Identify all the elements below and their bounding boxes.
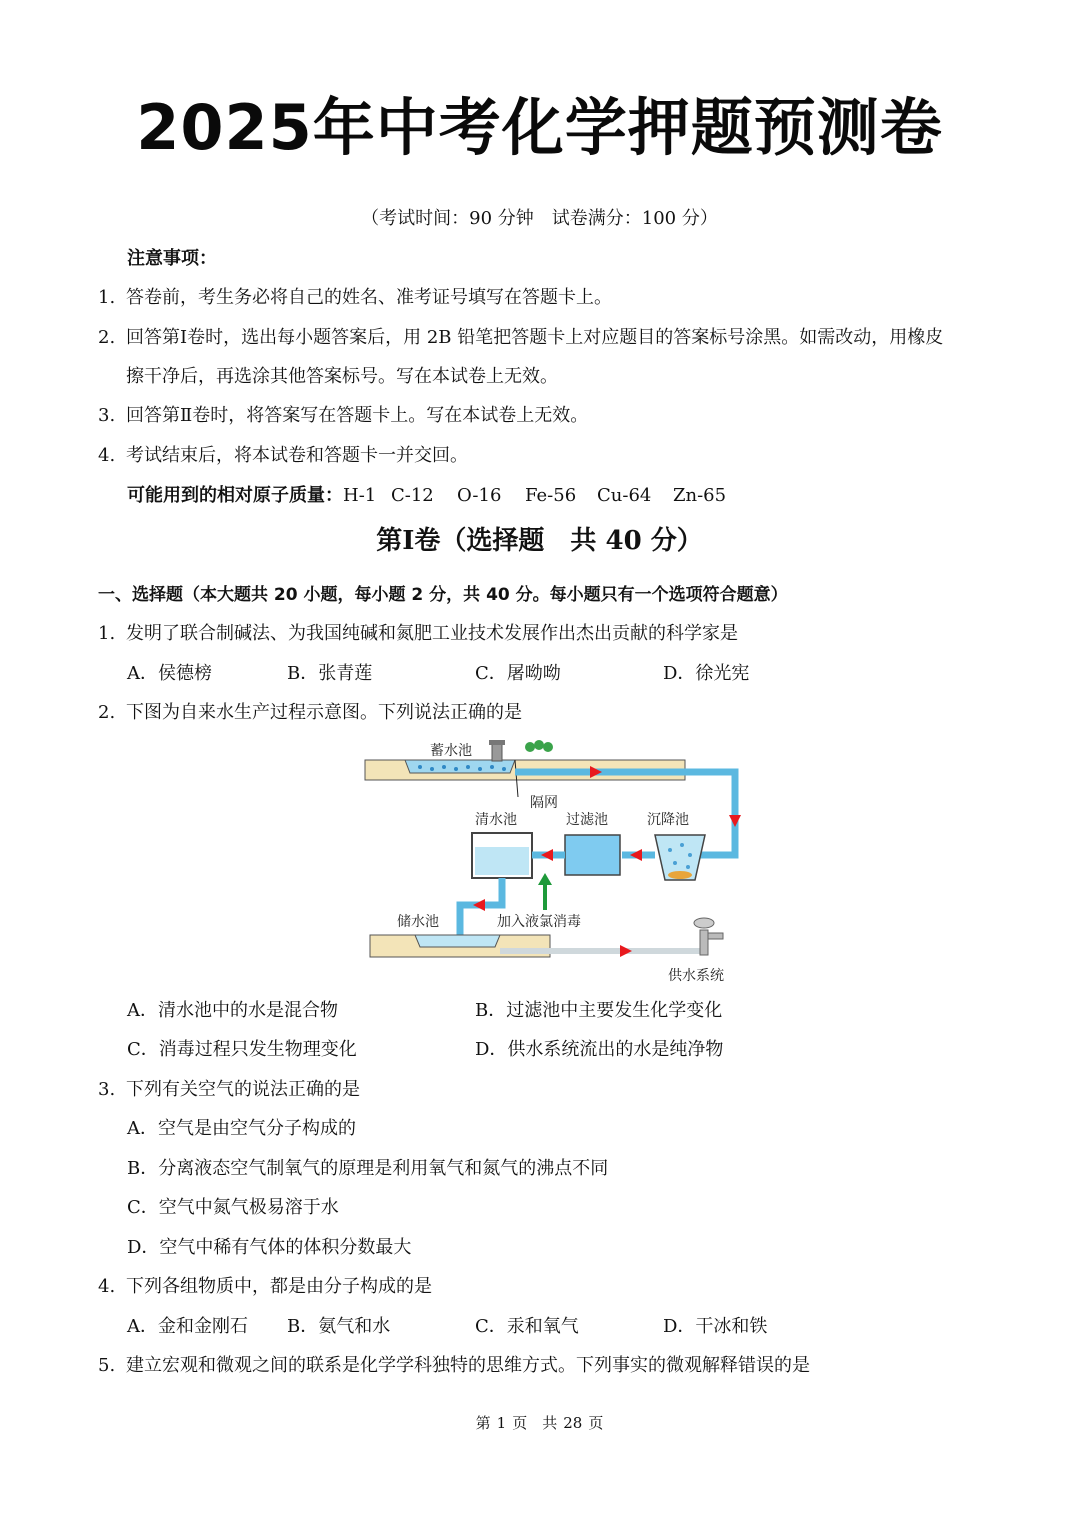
question-1 — [98, 622, 738, 646]
atomic-mass-h: H-1 — [343, 485, 377, 506]
label-clear-pool: 清水池 — [475, 812, 517, 828]
q3-option-c: C．空气中氮气极易溶于水 — [127, 1197, 339, 1218]
atomic-mass-cu: Cu-64 — [597, 485, 652, 506]
question-num: 2. — [98, 702, 116, 723]
q2-option-a: A．清水池中的水是混合物 — [127, 1000, 338, 1021]
part1-title: 第Ⅰ卷（选择题 共 40 分） — [376, 526, 703, 556]
q3-option-b: B．分离液态空气制氧气的原理是利用氧气和氮气的沸点不同 — [127, 1158, 609, 1179]
notice-num: 4. — [98, 445, 116, 466]
footer-suffix: 页 — [588, 1414, 604, 1432]
footer-page: 1 — [496, 1414, 507, 1432]
q4-option-a: A．金和金刚石 — [127, 1316, 248, 1337]
label-storage-pool: 储水池 — [397, 914, 439, 930]
q2-option-c: C．消毒过程只发生物理变化 — [127, 1039, 357, 1060]
section1-heading: 一、选择题（本大题共 20 小题，每小题 2 分，共 40 分。每小题只有一个选项符合题意） — [98, 585, 788, 605]
question-4 — [98, 1275, 432, 1299]
label-chlorine: 加入液氯消毒 — [497, 914, 581, 930]
notice-text: 考试结束后，将本试卷和答题卡一并交回。 — [126, 445, 468, 466]
q1-option-a: A．侯德榜 — [127, 663, 212, 684]
q2-option-b: B．过滤池中主要发生化学变化 — [475, 1000, 723, 1021]
exam-info: （考试时间：90 分钟 试卷满分：100 分） — [361, 208, 718, 229]
page-title: 2025年中考化学押题预测卷 — [136, 91, 943, 164]
footer-prefix: 第 — [475, 1414, 491, 1432]
notice-num: 3. — [98, 405, 116, 426]
label-filter-pool: 过滤池 — [566, 812, 608, 828]
water-treatment-diagram — [360, 735, 750, 990]
notice-text: 回答第Ⅱ卷时，将答案写在答题卡上。写在本试卷上无效。 — [126, 405, 589, 426]
atomic-mass-c: C-12 — [391, 485, 434, 506]
question-num: 3. — [98, 1079, 116, 1100]
atomic-mass-zn: Zn-65 — [673, 485, 727, 506]
notice-num: 1. — [98, 287, 116, 308]
q4-option-c: C．汞和氧气 — [475, 1316, 579, 1337]
question-num: 5. — [98, 1355, 116, 1376]
question-stem: 发明了联合制碱法、为我国纯碱和氮肥工业技术发展作出杰出贡献的科学家是 — [126, 623, 738, 644]
question-5 — [98, 1354, 810, 1378]
q1-option-b: B．张青莲 — [287, 663, 373, 684]
label-reservoir: 蓄水池 — [430, 743, 472, 759]
question-stem: 下列各组物质中，都是由分子构成的是 — [126, 1276, 432, 1297]
label-supply: 供水系统 — [668, 968, 724, 984]
question-2 — [98, 701, 522, 725]
question-num: 1. — [98, 623, 116, 644]
q1-option-d: D．徐光宪 — [663, 663, 750, 684]
label-screen: 隔网 — [530, 795, 558, 811]
notice-text: 回答第Ⅰ卷时，选出每小题答案后，用 2B 铅笔把答题卡上对应题目的答案标号涂黑。如需改动，用橡皮 — [126, 327, 944, 348]
question-stem: 下列有关空气的说法正确的是 — [126, 1079, 360, 1100]
label-settling-pool: 沉降池 — [647, 812, 689, 828]
atomic-mass-o: O-16 — [457, 485, 502, 506]
notice-item-1 — [98, 286, 612, 310]
notice-item-2 — [98, 326, 943, 350]
q1-option-c: C．屠呦呦 — [475, 663, 561, 684]
question-stem: 建立宏观和微观之间的联系是化学学科独特的思维方式。下列事实的微观解释错误的是 — [126, 1355, 810, 1376]
atomic-mass-label: 可能用到的相对原子质量： — [127, 485, 343, 506]
q3-option-d: D．空气中稀有气体的体积分数最大 — [127, 1237, 412, 1258]
q4-option-b: B．氨气和水 — [287, 1316, 391, 1337]
page-footer — [0, 1412, 1079, 1433]
footer-mid: 页 共 — [512, 1414, 558, 1432]
q3-option-a: A．空气是由空气分子构成的 — [127, 1118, 356, 1139]
footer-total: 28 — [563, 1414, 583, 1432]
notice-item-4 — [98, 444, 468, 468]
notice-text: 答卷前，考生务必将自己的姓名、准考证号填写在答题卡上。 — [126, 287, 612, 308]
question-num: 4. — [98, 1276, 116, 1297]
notice-item-3 — [98, 404, 588, 428]
notice-heading: 注意事项： — [127, 248, 217, 269]
question-3 — [98, 1078, 360, 1102]
q4-option-d: D．干冰和铁 — [663, 1316, 768, 1337]
question-stem: 下图为自来水生产过程示意图。下列说法正确的是 — [126, 702, 522, 723]
atomic-mass-fe: Fe-56 — [525, 485, 577, 506]
q2-option-d: D．供水系统流出的水是纯净物 — [475, 1039, 724, 1060]
notice-item-2-cont: 擦干净后，再选涂其他答案标号。写在本试卷上无效。 — [126, 366, 558, 387]
notice-num: 2. — [98, 327, 116, 348]
atomic-mass-line — [127, 484, 726, 508]
